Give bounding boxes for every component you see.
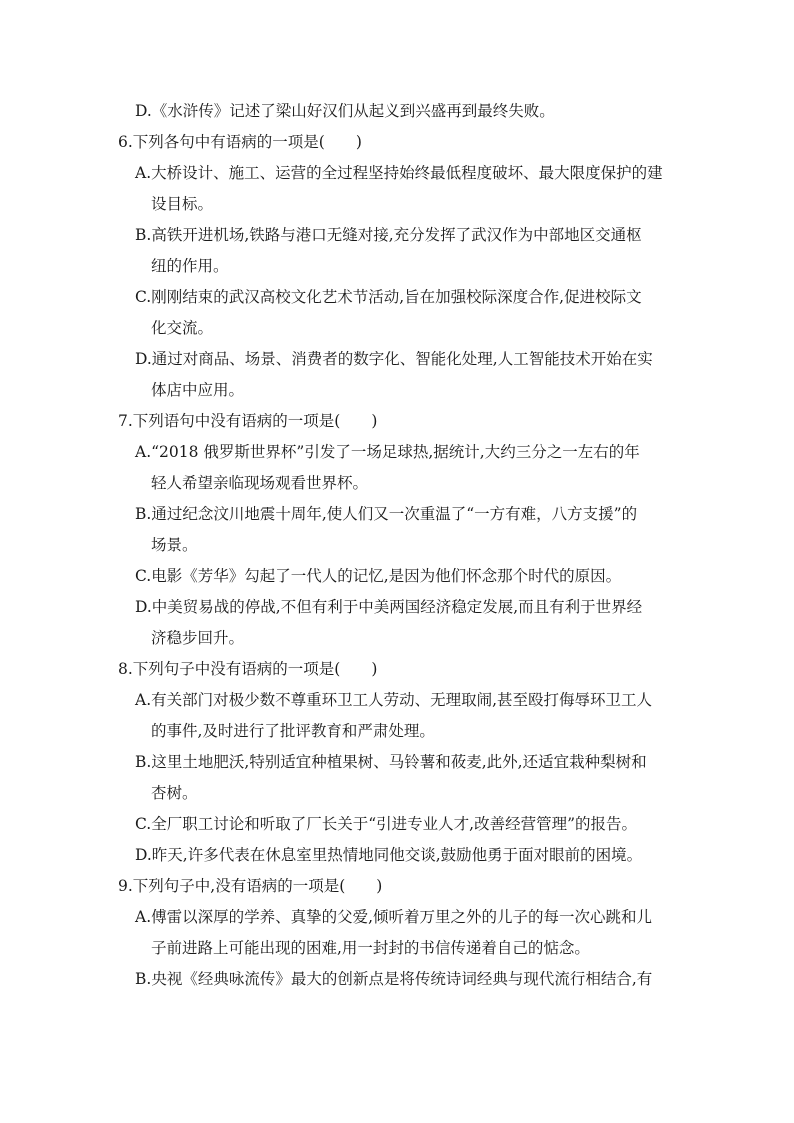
- option-line: B.央视《经典咏流传》最大的创新点是将传统诗词经典与现代流行相结合,有: [135, 970, 653, 988]
- option-line: C.刚刚结束的武汉高校文化艺术节活动,旨在加强校际深度合作,促进校际文: [135, 288, 642, 306]
- exam-content: [118, 96, 680, 995]
- option-line: A.“2018 俄罗斯世界杯”引发了一场足球热,据统计,大约三分之一左右的年: [135, 443, 640, 461]
- option-continuation: 体店中应用。: [151, 381, 245, 399]
- option-continuation: 的事件,及时进行了批评教育和严肃处理。: [151, 722, 435, 740]
- option-line: D.通过对商品、场景、消费者的数字化、智能化处理,人工智能技术开始在实: [135, 350, 653, 368]
- option-line: A.有关部门对极少数不尊重环卫工人劳动、无理取闹,甚至殴打侮辱环卫工人: [135, 691, 653, 709]
- option-continuation: 轻人希望亲临现场观看世界杯。: [151, 474, 369, 492]
- option-continuation: 场景。: [151, 536, 198, 554]
- option-line: A.大桥设计、施工、运营的全过程坚持始终最低程度破坏、最大限度保护的建: [135, 164, 663, 182]
- option-line: C.电影《芳华》勾起了一代人的记忆,是因为他们怀念那个时代的原因。: [135, 567, 622, 585]
- option-line: B.这里土地肥沃,特别适宜种植果树、马铃薯和莜麦,此外,还适宜栽种梨树和: [135, 753, 647, 771]
- question-7-stem: 7.下列语句中没有语病的一项是( ): [118, 412, 378, 430]
- option-line: D.昨天,许多代表在休息室里热情地同他交谈,鼓励他勇于面对眼前的困境。: [135, 846, 643, 864]
- option-line: B.通过纪念汶川地震十周年,使人们又一次重温了“一方有难，八方支援”的: [135, 505, 638, 523]
- option-line: D.《水浒传》记述了梁山好汉们从起义到兴盛再到最终失败。: [135, 102, 555, 120]
- option-continuation: 纽的作用。: [151, 257, 229, 275]
- option-continuation: 济稳步回升。: [151, 629, 245, 647]
- option-continuation: 杏树。: [151, 784, 198, 802]
- option-line: B.高铁开进机场,铁路与港口无缝对接,充分发挥了武汉作为中部地区交通枢: [135, 226, 642, 244]
- option-line: A.傅雷以深厚的学养、真挚的父爱,倾听着万里之外的儿子的每一次心跳和儿: [135, 908, 653, 926]
- option-continuation: 设目标。: [151, 195, 214, 213]
- question-9-stem: 9.下列句子中,没有语病的一项是( ): [118, 877, 383, 895]
- option-line: D.中美贸易战的停战,不但有利于中美两国经济稳定发展,而且有利于世界经: [135, 598, 643, 616]
- question-8-stem: 8.下列句子中没有语病的一项是( ): [118, 660, 378, 678]
- option-line: C.全厂职工讨论和听取了厂长关于“引进专业人才,改善经营管理”的报告。: [135, 815, 638, 833]
- option-continuation: 子前进路上可能出现的困难,用一封封的书信传递着自己的惦念。: [151, 939, 590, 957]
- option-continuation: 化交流。: [151, 319, 214, 337]
- question-6-stem: 6.下列各句中有语病的一项是( ): [118, 133, 362, 151]
